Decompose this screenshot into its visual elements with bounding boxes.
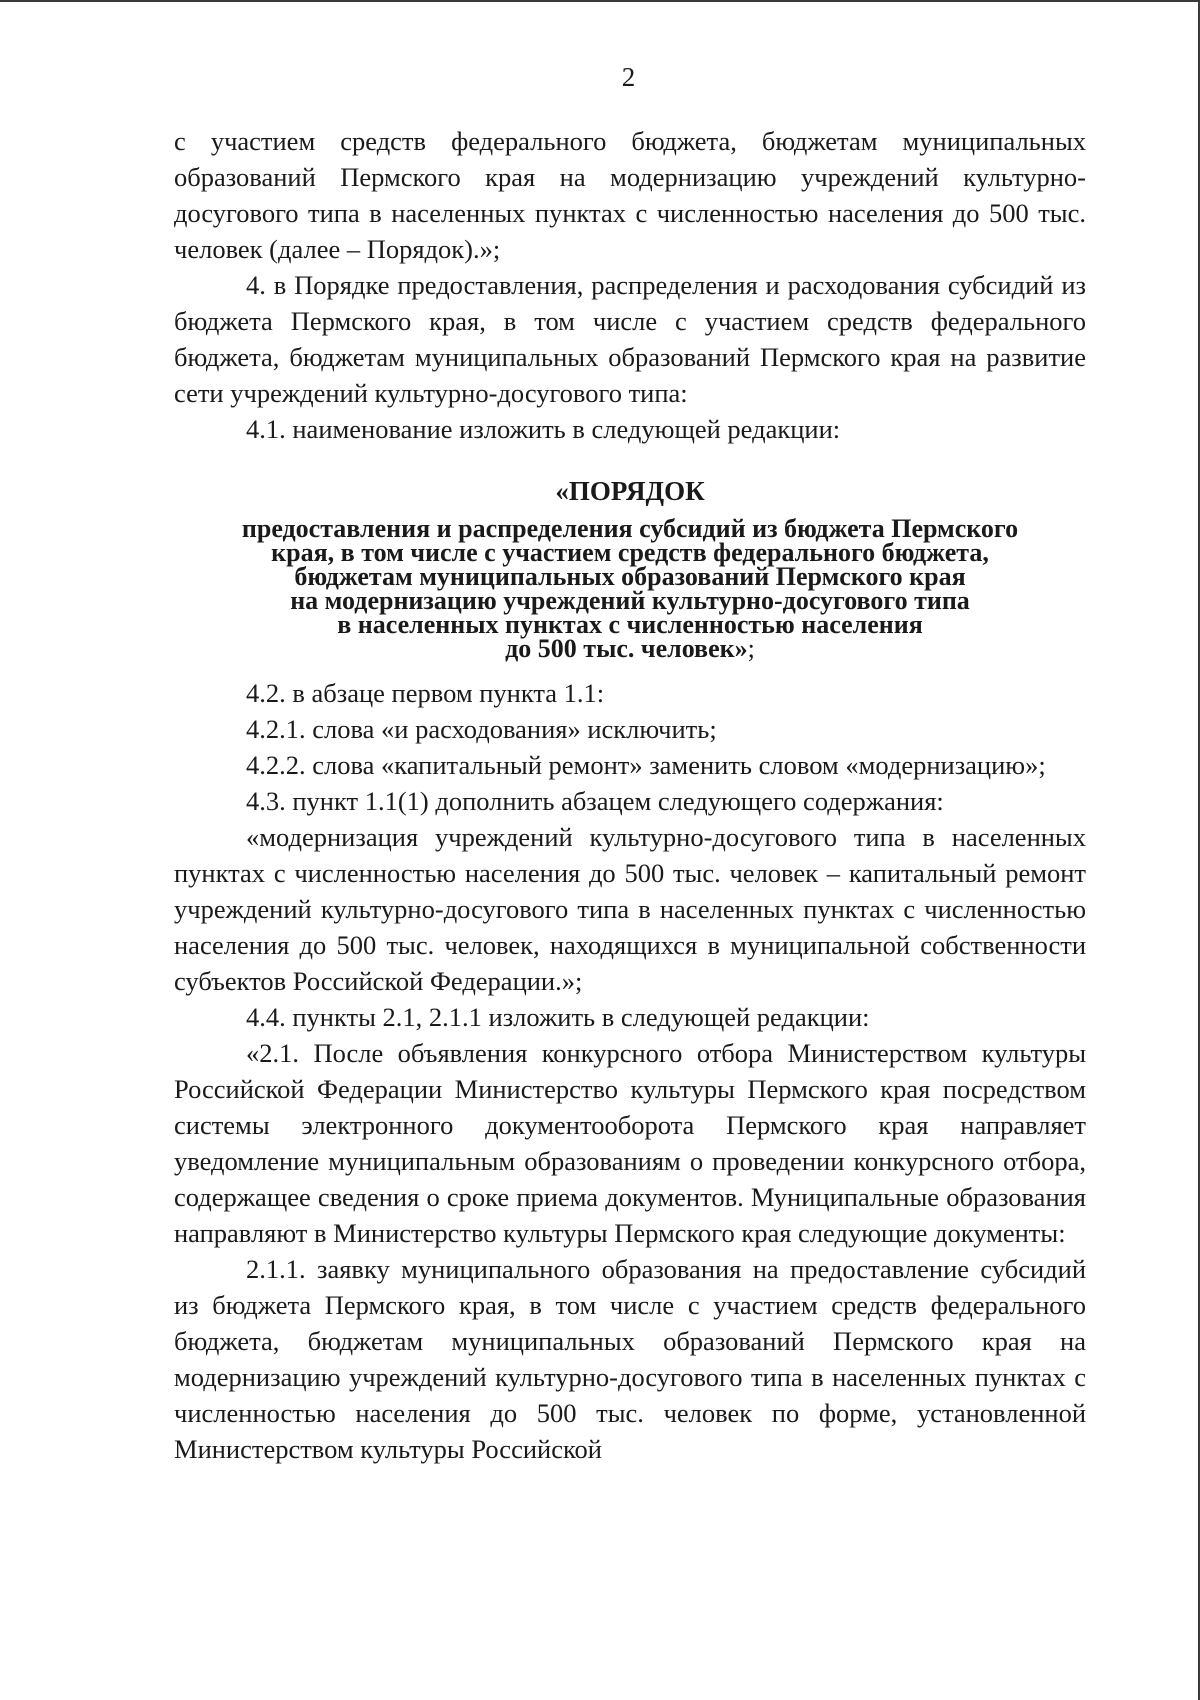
paragraph-item-4: 4. в Порядке предоставления, распределения и расходования субсидий из бюджета Пермского края, в том числе с участием средств федерального бюджета, бюджетам муниципальных образований Пермского края на развитие сети учреждений культурно-досугового типа: (174, 270, 1086, 408)
document-title-block (174, 471, 1086, 661)
title-line: предоставления и распределения субсидий из бюджета Пермского (241, 514, 1019, 543)
document-body (174, 123, 1086, 1467)
paragraph-item-4-3-quote: «модернизация учреждений культурно-досугового типа в населенных пунктах с численностью населения до 500 тыс. человек – капитальный ремонт учреждений культурно-досугового типа в населенных пунктах с численностью населения до 500 тыс. человек, находящихся в муниципальной собственности субъектов Российской Федерации.»; (174, 822, 1086, 996)
paragraph-continuation: с участием средств федерального бюджета, бюджетам муниципальных образований Пермского края на модернизацию учреждений культурно-досугового типа в населенных пунктах с численностью населения до 500 тыс. человек (далее – Порядок).»; (174, 126, 1086, 264)
paragraph-item-4-2-1: 4.2.1. слова «и расходования» исключить; (246, 714, 717, 744)
paragraph-item-4-2: 4.2. в абзаце первом пункта 1.1: (246, 678, 605, 708)
paragraph-item-4-4: 4.4. пункты 2.1, 2.1.1 изложить в следующей редакции: (246, 1002, 870, 1032)
title-line: бюджетам муниципальных образований Пермского края (294, 562, 966, 591)
title-subheading (174, 514, 1086, 663)
title-last-punctuation: ; (747, 634, 755, 663)
paragraph-item-2-1-1: 2.1.1. заявку муниципального образования на предоставление субсидий из бюджета Пермского края, в том числе с участием средств федерального бюджета, бюджетам муниципальных образований Пермского края на модернизацию учреждений культурно-досугового типа в населенных пунктах с численностью населения до 500 тыс. человек по форме, установленной Министерством культуры Российской (174, 1254, 1086, 1464)
paragraph-item-4-3: 4.3. пункт 1.1(1) дополнить абзацем следующего содержания: (246, 786, 944, 816)
title-heading: «ПОРЯДОК (555, 476, 705, 506)
paragraph-item-4-1: 4.1. наименование изложить в следующей редакции: (246, 414, 841, 444)
title-line: в населенных пунктах с численностью населения (337, 610, 923, 639)
title-line: края, в том числе с участием средств федерального бюджета, (271, 538, 989, 567)
paragraph-item-4-2-2: 4.2.2. слова «капитальный ремонт» заменить словом «модернизацию»; (246, 750, 1046, 780)
title-line: на модернизацию учреждений культурно-досугового типа (290, 586, 970, 615)
paragraph-item-2-1: «2.1. После объявления конкурсного отбора Министерством культуры Российской Федерации Министерство культуры Пермского края посредством системы электронного документооборота Пермского края направляет уведомление муниципальным образованиям о проведении конкурсного отбора, содержащее сведения о сроке приема документов. Муниципальные образования направляют в Министерство культуры Пермского края следующие документы: (174, 1038, 1086, 1248)
page-number: 2 (621, 62, 636, 92)
scan-edge-top (0, 0, 1200, 2)
title-last-text: до 500 тыс. человек» (505, 634, 748, 663)
title-line-last (174, 634, 1086, 663)
